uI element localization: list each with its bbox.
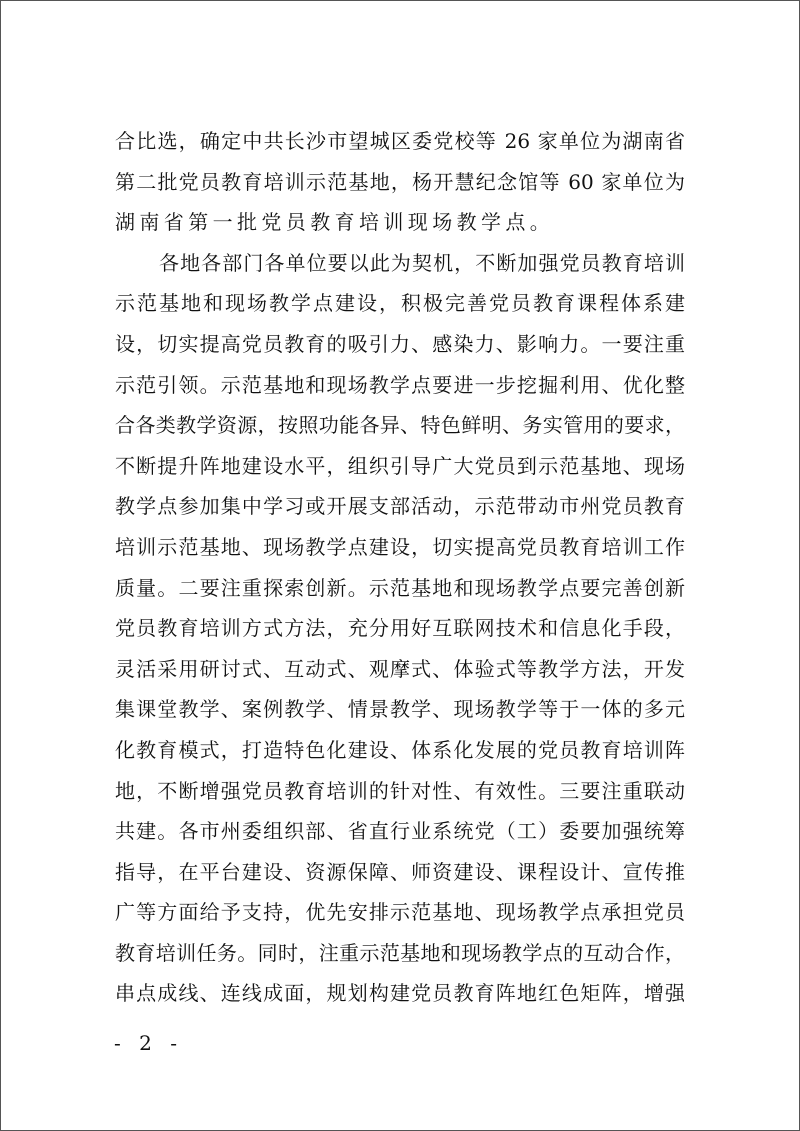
text-line: 湖南省第一批党员教育培训现场教学点。 (115, 210, 555, 235)
text-line: 教育培训任务。同时，注重示范基地和现场教学点的互动合作， (115, 940, 685, 965)
paragraph-2 (115, 243, 685, 1014)
text-line: 指导，在平台建设、资源保障、师资建设、课程设计、宣传推 (115, 859, 685, 884)
text-line: 集课堂教学、案例教学、情景教学、现场教学等于一体的多元 (115, 697, 685, 722)
text-line-indented: 各地各部门各单位要以此为契机，不断加强党员教育培训 (159, 250, 685, 275)
text-line: 示范基地和现场教学点建设，积极完善党员教育课程体系建 (115, 291, 685, 316)
text-line: 灵活采用研讨式、互动式、观摩式、体验式等教学方法，开发 (115, 656, 685, 681)
text-line: 第二批党员教育培训示范基地，杨开慧纪念馆等 60 家单位为 (115, 169, 685, 194)
text-line: 培训示范基地、现场教学点建设，切实提高党员教育培训工作 (115, 534, 685, 559)
text-line: 设，切实提高党员教育的吸引力、感染力、影响力。一要注重 (115, 331, 685, 356)
text-line: 广等方面给予支持，优先安排示范基地、现场教学点承担党员 (115, 900, 685, 925)
text-line: 党员教育培训方式方法，充分用好互联网技术和信息化手段， (115, 616, 685, 641)
text-line: 合各类教学资源，按照功能各异、特色鲜明、务实管用的要求， (115, 413, 685, 438)
text-line: 质量。二要注重探索创新。示范基地和现场教学点要完善创新 (115, 575, 685, 600)
text-line: 不断提升阵地建设水平，组织引导广大党员到示范基地、现场 (115, 453, 685, 478)
text-line: 合比选，确定中共长沙市望城区委党校等 26 家单位为湖南省 (115, 129, 685, 153)
text-line: 化教育模式，打造特色化建设、体系化发展的党员教育培训阵 (115, 737, 685, 762)
paragraph-1 (115, 121, 685, 243)
text-line: 串点成线、连线成面，规划构建党员教育阵地红色矩阵，增强 (115, 981, 685, 1006)
page-number: - 2 - (114, 1031, 183, 1055)
text-line: 教学点参加集中学习或开展支部活动，示范带动市州党员教育 (115, 494, 685, 519)
text-line: 地，不断增强党员教育培训的针对性、有效性。三要注重联动 (115, 778, 685, 803)
text-line: 示范引领。示范基地和现场教学点要进一步挖掘利用、优化整 (115, 372, 685, 397)
document-body (115, 121, 685, 1014)
text-line: 共建。各市州委组织部、省直行业系统党（工）委要加强统筹 (115, 819, 685, 844)
